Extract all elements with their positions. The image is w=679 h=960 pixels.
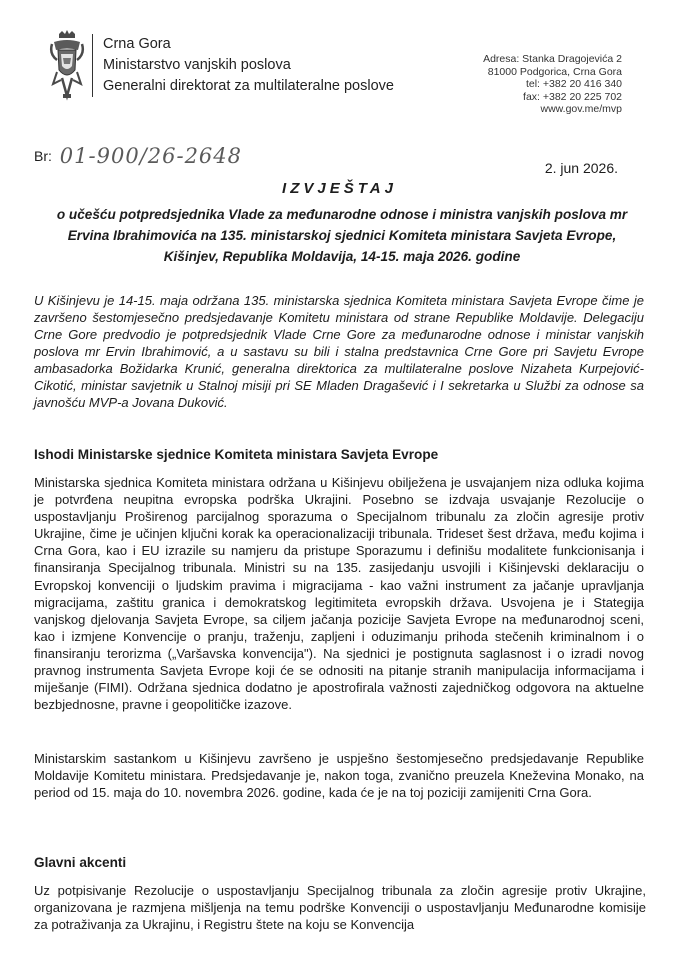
section-paragraph: Ministarskim sastankom u Kišinjevu završeno je uspješno šestomjesečno predsjedavanje Republike Moldavije Komitetu ministara. Predsjedavanje je, nakon toga, zvanično preuzela Kneževina Monako, na period od 15. maja do 10. novembra 2026. godine, kada će je na toj poziciji zamijeniti Crna Gora. [34, 751, 644, 801]
org-country: Crna Gora [103, 36, 171, 52]
section-heading-outcomes: Ishodi Ministarske sjednice Komiteta ministara Savjeta Evrope [34, 447, 439, 462]
address-website: www.gov.me/mvp [540, 103, 622, 115]
montenegro-coat-of-arms-icon [49, 30, 85, 102]
address-city: 81000 Podgorica, Crna Gora [487, 65, 622, 78]
handwritten-reference: 01-900/26-2648 [59, 144, 243, 168]
reference-label: Br: [34, 148, 52, 164]
organization-block [92, 34, 394, 97]
document-subtitle: o učešću potpredsjednika Vlade za međunarodne odnose i ministra vanjskih poslova mr Ervina Ibrahimovića na 135. ministarskoj sjednici Komiteta ministara Savjeta Evrope, Kišinjev, Republika Moldavija, 14-15. maja 2026. godine [56, 207, 628, 264]
address-street: Adresa: Stanka Dragojevića 2 [483, 53, 622, 65]
address-block [483, 53, 622, 116]
org-ministry: Ministarstvo vanjskih poslova [103, 57, 291, 73]
document-title: IZVJEŠTAJ [282, 180, 397, 197]
address-phone: tel: +382 20 416 340 [525, 78, 622, 90]
section-heading-highlights: Glavni akcenti [34, 855, 127, 870]
document-date: 2. jun 2026. [544, 160, 618, 176]
reference-number [34, 144, 242, 168]
org-directorate: Generalni direktorat za multilateralne poslove [103, 78, 394, 94]
address-fax: fax: +382 20 225 702 [523, 90, 622, 103]
intro-paragraph: U Kišinjevu je 14-15. maja održana 135. ministarska sjednica Komiteta ministara Savjeta Evrope čime je završeno šestomjesečno predsjedavanje Komitetu ministara od strane Republike Moldavije. Delegaciju Crne Gore predvodio je potpredsjednik Vlade Crne Gore za međunarodne odnose i ministar vanjskih poslova mr Ervin Ibrahimović, a u sastavu su bili i stalna predstavnica Crne Gore pri Savjetu Evrope ambasadorka Božidarka Krunić, generalna direktorica za multilateralne poslove Nizaheta Kurpejović-Cikotić, ministar savjetnik u Stalnoj misiji pri SE Mladen Dragašević i I sekretarka u Službi za odnose sa javnošću MVP-a Jovana Duković. [34, 293, 644, 410]
section-paragraph: Uz potpisivanje Rezolucije o uspostavljanju Specijalnog tribunala za zločin agresije protiv Ukrajine, organizovana je razmjena mišljenja na temu podrške Konvenciji o uspostavljanju Međunarodne komisije za potraživanja za Ukrajinu, i Registru štete na koju se Konvencija [34, 883, 646, 933]
section-paragraph: Ministarska sjednica Komiteta ministara održana u Kišinjevu obilježena je usvajanjem niza odluka kojima je potvrđena neupitna evropska podrška Ukrajini. Posebno se izdvaja usvajanje Rezolucije o uspostavljanju Proširenog parcijalnog sporazuma o Specijalnom tribunalu za zločin agresije protiv Ukrajine, čime je učinjen ključni korak ka operacionalizaciji tribunala. Trideset šest država, među kojima i Crna Gora, kao i EU izrazile su namjeru da pristupe Sporazumu i definišu modalitete funkcionisanja i finansiranja Specijalnog tribunala. Ministri su na 135. zasijedanju usvojili i Kišinjevski deklaraciju o Evropskoj konvenciji o ljudskim pravima i migracijama - kao važni instrument za jačanje upravljanja migracijama, zaštitu granica i demokratskog legitimiteta evropskih država. Usvojena je i Stategija vanjskog djelovanja Savjeta Evrope, sa ciljem jačanja pozicije Savjeta Evrope na međunarodnoj sceni, kao i izmjene Konvencije o pranju, traženju, zapljeni i oduzimanju prihoda stečenih kriminalnom i o finansiranju terorizma („Varšavska konvencija"). Na sjednici je postignuta saglasnost i o izradi novog pravnog instrumenta Savjeta Evrope koji će se odnositi na pitanje stranih manipulacija informacijama i miješanje (FIMI). Održana sjednica dodatno je apostrofirala važnosti zajedničkog odgovora na aktuelne bezbjednosne, pravne i geopolitičke izazove. [34, 475, 644, 713]
